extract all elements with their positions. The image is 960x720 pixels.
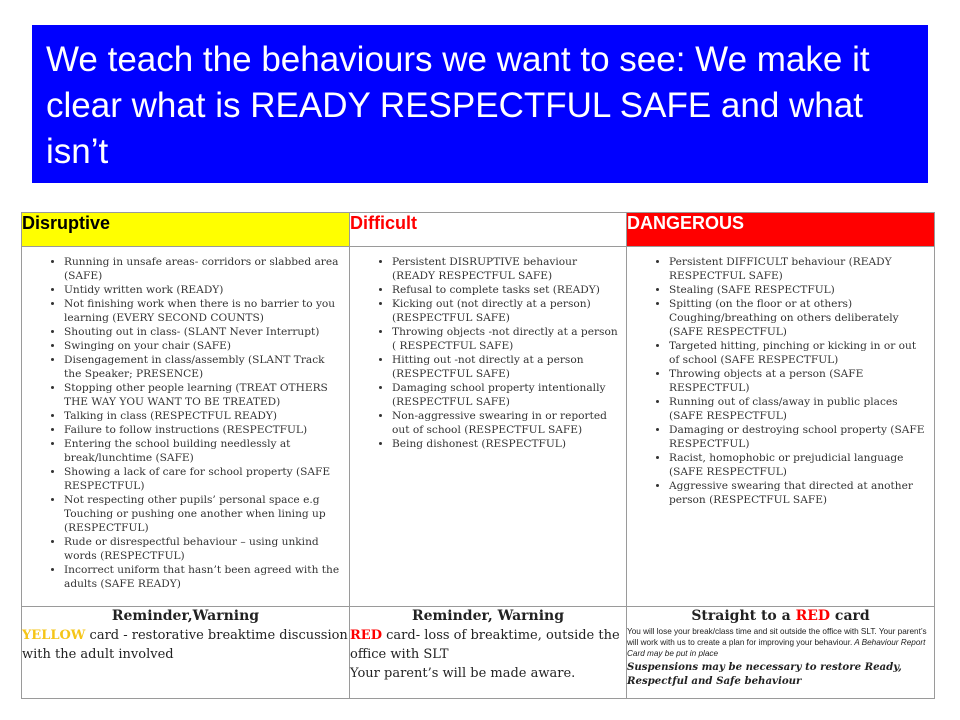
list-item: • Not finishing work when there is no barrier to you learning (EVERY SECOND COUNTS)	[64, 297, 341, 325]
list-item: • Untidy written work (READY)	[64, 283, 341, 297]
list-item: • Running in unsafe areas- corridors or slabbed area (SAFE)	[64, 255, 341, 283]
page-title: We teach the behaviours we want to see: We make it clear what is READY RESPECTFUL SAFE and what isn’t	[46, 40, 870, 171]
list-item: • Running out of class/away in public places (SAFE RESPECTFUL)	[669, 395, 926, 423]
list-item: • Targeted hitting, pinching or kicking in or out of school (SAFE RESPECTFUL)	[669, 339, 926, 367]
list-item: • Damaging school property intentionally (RESPECTFUL SAFE)	[392, 381, 618, 409]
difficult-consequence	[350, 607, 627, 699]
list-item: • Persistent DIFFICULT behaviour (READY RESPECTFUL SAFE)	[669, 255, 926, 283]
dangerous-report-card-note: A Behaviour Report Card may be put in place	[627, 638, 926, 658]
behaviour-table	[21, 212, 935, 699]
disruptive-consequence-title: Reminder,Warning	[111, 608, 260, 624]
list-item: • Failure to follow instructions (RESPECTFUL)	[64, 423, 341, 437]
list-item: • Showing a lack of care for school property (SAFE RESPECTFUL)	[64, 465, 341, 493]
dangerous-red-word: RED	[795, 608, 831, 624]
behaviours-row	[22, 247, 935, 607]
list-item: • Entering the school building needlessly at break/lunchtime (SAFE)	[64, 437, 341, 465]
yellow-card-word: YELLOW	[22, 628, 86, 643]
dangerous-title-suffix: card	[830, 608, 870, 624]
list-item: • Aggressive swearing that directed at another person (RESPECTFUL SAFE)	[669, 479, 926, 507]
header-dangerous: DANGEROUS	[627, 213, 935, 247]
list-item: • Stealing (SAFE RESPECTFUL)	[669, 283, 926, 297]
list-item: • Shouting out in class- (SLANT Never Interrupt)	[64, 325, 341, 339]
dangerous-title-prefix: Straight to a	[691, 608, 796, 624]
list-item: • Incorrect uniform that hasn’t been agreed with the adults (SAFE READY)	[64, 563, 341, 591]
difficult-consequence-parents: Your parent’s will be made aware.	[350, 666, 576, 681]
list-item: • Rude or disrespectful behaviour – using unkind words (RESPECTFUL)	[64, 535, 341, 563]
list-item: • Spitting (on the floor or at others) Coughing/breathing on others deliberately (SAFE RESPECTFUL)	[669, 297, 926, 339]
dangerous-consequence-details	[627, 626, 934, 659]
difficult-consequence-title: Reminder, Warning	[411, 608, 565, 624]
header-difficult: Difficult	[350, 213, 627, 247]
disruptive-list-cell	[22, 247, 350, 607]
disruptive-consequence	[22, 607, 350, 699]
disruptive-consequence-text	[22, 626, 349, 664]
list-item: • Throwing objects at a person (SAFE RESPECTFUL)	[669, 367, 926, 395]
dangerous-list	[627, 255, 934, 507]
list-item: • Hitting out -not directly at a person (RESPECTFUL SAFE)	[392, 353, 618, 381]
list-item: • Racist, homophobic or prejudicial language (SAFE RESPECTFUL)	[669, 451, 926, 479]
difficult-list-cell	[350, 247, 627, 607]
list-item: • Throwing objects -not directly at a person ( RESPECTFUL SAFE)	[392, 325, 618, 353]
red-card-word: RED	[350, 628, 382, 643]
list-item: • Swinging on your chair (SAFE)	[64, 339, 341, 353]
list-item: • Refusal to complete tasks set (READY)	[392, 283, 618, 297]
dangerous-suspension-note: Suspensions may be necessary to restore Ready, Respectful and Safe behaviour	[627, 661, 902, 687]
list-item: • Stopping other people learning (TREAT OTHERS THE WAY YOU WANT TO BE TREATED)	[64, 381, 341, 409]
dangerous-consequence	[627, 607, 935, 699]
title-banner	[32, 25, 928, 183]
header-row	[22, 213, 935, 247]
header-disruptive: Disruptive	[22, 213, 350, 247]
consequences-row	[22, 607, 935, 699]
list-item: • Non-aggressive swearing in or reported out of school (RESPECTFUL SAFE)	[392, 409, 618, 437]
list-item: • Disengagement in class/assembly (SLANT Track the Speaker; PRESENCE)	[64, 353, 341, 381]
difficult-list	[350, 255, 626, 451]
yellow-card-description: card - restorative breaktime discussion with the adult involved	[22, 628, 348, 662]
disruptive-list	[22, 255, 349, 591]
list-item: • Talking in class (RESPECTFUL READY)	[64, 409, 341, 423]
dangerous-consequence-title	[627, 607, 934, 625]
list-item: • Damaging or destroying school property (SAFE RESPECTFUL)	[669, 423, 926, 451]
dangerous-list-cell	[627, 247, 935, 607]
list-item: • Being dishonest (RESPECTFUL)	[392, 437, 618, 451]
difficult-consequence-text	[350, 626, 626, 664]
dangerous-small-text: You will lose your break/class time and sit outside the office with SLT. Your parent’s will work with us to create a plan for improving your behaviour.	[627, 627, 927, 647]
list-item: • Not respecting other pupils’ personal space e.g Touching or pushing one another when lining up (RESPECTFUL)	[64, 493, 341, 535]
list-item: • Kicking out (not directly at a person) (RESPECTFUL SAFE)	[392, 297, 618, 325]
list-item: • Persistent DISRUPTIVE behaviour (READY RESPECTFUL SAFE)	[392, 255, 618, 283]
red-card-description: card- loss of breaktime, outside the office with SLT	[350, 628, 620, 662]
